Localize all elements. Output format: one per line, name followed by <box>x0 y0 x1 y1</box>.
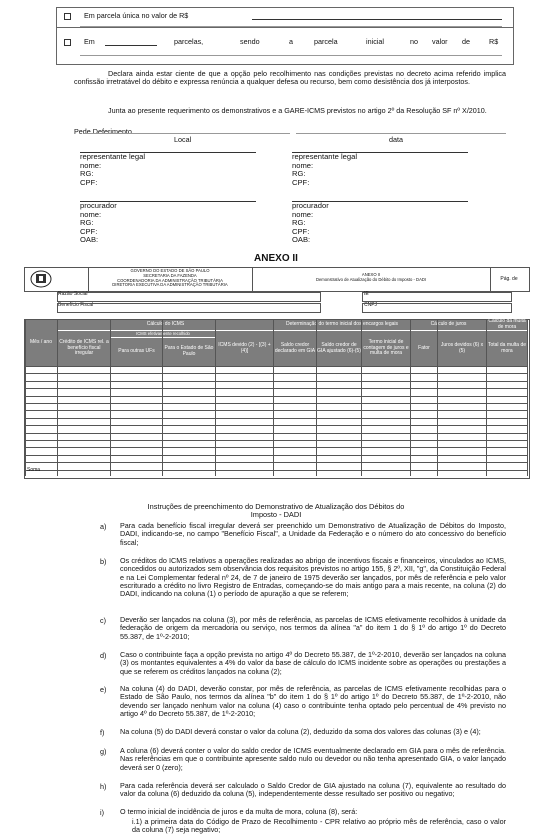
doc-line-1: ANEXO II <box>361 272 381 277</box>
instructions-title-line-2: Imposto - DADI <box>250 510 302 520</box>
proc-1-cpf: CPF: <box>80 226 98 236</box>
col-header-outras-ufs: Para outras UFs <box>111 338 162 366</box>
beneficio-fiscal-field[interactable] <box>57 303 321 313</box>
installments-label-parcela: parcela <box>314 37 338 46</box>
instruction-g: A coluna (6) deverá conter o valor do saldo credor de ICMS eventualmente declarado em GIA para o mês de referência. Nas referências em que o contribuinte apresente saldo nulo ou devedor ou não tenha apresentado GIA, o valor lançado deverá ser 0 (zero); <box>120 746 506 772</box>
razao-social-field[interactable] <box>57 292 321 302</box>
instructions-title <box>0 503 552 520</box>
instruction-d-letter: d) <box>100 651 107 660</box>
installments-label-em: Em <box>84 37 95 46</box>
sp-coat-of-arms-icon <box>29 270 53 288</box>
header-org <box>89 269 251 288</box>
rep-2-nome: nome: <box>292 160 314 170</box>
installments-label-valor: valor <box>432 37 448 46</box>
rep-1-cpf: CPF: <box>80 177 98 187</box>
cnpj-label: CNPJ <box>364 302 378 308</box>
local-line[interactable] <box>84 133 290 134</box>
instruction-i: O termo inicial de incidência de juros e da multa de mora, coluna (8), será: <box>120 807 358 816</box>
instruction-i1: i.1) a primeira data do Código de Prazo de Recolhimento - CPR relativo ao próprio mês de referência, caso o valor da coluna (7) seja negativo; <box>132 817 506 835</box>
proc-1-oab: OAB: <box>80 235 99 245</box>
instruction-a: Para cada benefício fiscal irregular deverá ser preenchido um Demonstrativo de Atualização de Débitos do Imposto, DADI, indicando-se, no campo "Benefício Fiscal", a Unidade da Federação e o número do ato concessivo do benefício fiscal; <box>120 521 506 547</box>
proc-2-title: procurador <box>292 201 329 210</box>
rep-2-title: representante legal <box>292 152 358 161</box>
razao-social-label: Razão Social <box>58 291 88 297</box>
rep-1-title: representante legal <box>80 152 146 161</box>
single-payment-amount-line[interactable] <box>252 19 502 20</box>
col-header-determinacao: Determinação do termo inicial dos encargos legais <box>274 320 410 330</box>
pede-deferimento: Pede Deferimento. <box>74 127 134 136</box>
installments-label-no: no <box>410 37 418 46</box>
annex-title: ANEXO II <box>254 253 298 264</box>
attachments-paragraph: Junta ao presente requerimento os demonstrativos e a GARE-ICMS previstos no artigo 2º da Resolução SF nº X/2010. <box>108 106 487 115</box>
col-header-sao-paulo: Para o Estado de São Paulo <box>163 338 215 366</box>
instruction-b: Os créditos do ICMS relativos a operações realizadas ao abrigo de incentivos fiscais e financeiros, vinculados ao ICMS, concedidos ou autorizados sem observância dos requisitos previstos no artigo 155, § 2º, XII, "g", da Constituição Federal e na Lei Complementar federal nº 24, de 7 de janeiro de 1975 deverão ser lançados, por mês de referência e pelo valor escriturado a crédito no livro Registro de Entradas, começando-se do mais antigo para a mais recente, na coluna (2) do DADI, indicando na coluna (1) o período de apuração a que se referem; <box>120 556 506 599</box>
col-header-calculo-icms: Cálculo do ICMS <box>58 320 273 330</box>
instruction-c-letter: c) <box>100 616 106 625</box>
page-label: Pág. de <box>500 276 518 282</box>
proc-1-title: procurador <box>80 201 117 210</box>
cnpj-field[interactable] <box>362 303 512 313</box>
proc-2-nome: nome: <box>292 209 314 219</box>
local-label: Local <box>174 135 192 144</box>
instruction-h-letter: h) <box>100 782 107 791</box>
instruction-f: Na coluna (5) do DADI deverá constar o valor da coluna (2), deduzido da soma dos valores das colunas (3) e (4); <box>120 727 481 736</box>
installments-amount-line[interactable] <box>80 55 502 56</box>
col-header-icms-recolhido: ICMS efetivamente recolhido <box>111 331 215 337</box>
declaration-paragraph: Declara ainda estar ciente de que a opção pelo recolhimento nas condições previstas no decreto acima referido implica confissão irretratável do débito e expressa renúncia a qualquer defesa ou recurso, bem como desistência dos já interpostos. <box>74 69 506 87</box>
instruction-i-letter: i) <box>100 808 104 817</box>
col-header-total-multa: Total da multa de mora <box>487 331 527 366</box>
rep-1-block <box>80 153 145 187</box>
proc-2-rg: RG: <box>292 218 306 228</box>
rep-1-rg: RG: <box>80 169 94 179</box>
instruction-e: Na coluna (4) do DADI, deverão constar, por mês de referência, as parcelas de ICMS efetivamente recolhidas para o Estado de São Paulo, nos termos da alínea "b" do item 1 do § 1º do artigo 1º do Decreto 55.387, de 1º-2-2010, não devendo ser lançado nenhum valor na coluna (4) caso o contribuinte tenha optado pelo percentual de 4% previsto no artigo 4º do Decreto 55.387, de 1º-2-2010; <box>120 684 506 718</box>
instruction-f-letter: f) <box>100 728 105 737</box>
ie-label: IE <box>364 291 369 297</box>
single-payment-label: Em parcela única no valor de R$ <box>84 11 189 20</box>
col-header-juros-devidos: Juros devidos (6) x (5) <box>438 331 486 366</box>
instruction-b-letter: b) <box>100 557 107 566</box>
col-header-saldo-declarado: Saldo credor declarado em GIA <box>274 331 316 366</box>
instruction-d: Caso o contribuinte faça a opção prevista no artigo 4º do Decreto 55.387, de 1º-2-2010, deverão ser lançados na coluna (3) os montantes equivalentes a 4% do valor da base de cálculo do ICMS incidente sobre as operações ou prestações a que se referem os créditos lançados na coluna (2); <box>120 650 506 676</box>
instruction-h: Para cada referência deverá ser calculado o Saldo Credor de GIA ajustado na coluna (7), equivalente ao resultado do valor da coluna (6) deduzido da coluna (5), independentemente desse resultado ser positivo ou negativo; <box>120 781 506 799</box>
proc-2-oab: OAB: <box>292 235 311 245</box>
rep-2-rg: RG: <box>292 169 306 179</box>
installments-label-parcelas: parcelas, <box>174 37 204 46</box>
installments-checkbox[interactable] <box>64 39 71 46</box>
instructions-title-line-1: Instruções de preenchimento do Demonstrativo de Atualização dos Débitos do <box>147 502 405 511</box>
date-line[interactable] <box>296 133 506 134</box>
col-header-fator: Fator <box>411 331 437 366</box>
col-header-termo-inicial: Termo inicial de contagem de juros e multa de mora <box>362 331 410 366</box>
proc-2-block <box>292 202 329 245</box>
col-header-icms-devido: ICMS devido (2) - [(3) + (4)] <box>216 331 273 366</box>
org-line-3: COORDENADORIA DA ADMINISTRAÇÃO TRIBUTÁRIA <box>117 277 223 283</box>
proc-1-rg: RG: <box>80 218 94 228</box>
installments-label-a: a <box>289 37 293 46</box>
installments-label-sendo: sendo <box>240 37 260 46</box>
rep-2-cpf: CPF: <box>292 177 310 187</box>
header-doc <box>253 273 489 283</box>
installments-count-line[interactable] <box>105 45 157 46</box>
col-header-calculo-juros: Cálculo de juros <box>411 320 486 330</box>
instruction-a-letter: a) <box>100 522 107 531</box>
installments-label-inicial: inicial <box>366 37 384 46</box>
installments-label-de: de <box>462 37 470 46</box>
col-header-calculo-multa: Cálculo da multa de mora <box>488 318 526 330</box>
instruction-g-letter: g) <box>100 747 107 756</box>
org-line-4: DIRETORIA EXECUTIVA DA ADMINISTRAÇÃO TRIBUTÁRIA <box>112 282 228 288</box>
rep-1-nome: nome: <box>80 160 102 170</box>
rep-2-block <box>292 153 357 187</box>
proc-2-cpf: CPF: <box>292 226 310 236</box>
org-line-1: GOVERNO DO ESTADO DE SÃO PAULO <box>130 268 210 273</box>
divider <box>57 27 513 28</box>
col-header-credito: Crédito de ICMS rel. a benefício fiscal irregular <box>58 331 110 366</box>
doc-line-2: Demonstrativo de Atualização do Débito do Imposto - DADI <box>315 276 427 282</box>
proc-1-nome: nome: <box>80 209 102 219</box>
single-payment-checkbox[interactable] <box>64 13 71 20</box>
col-header-mes-ano: Mês / ano <box>25 320 57 366</box>
beneficio-fiscal-label: Benefício Fiscal <box>58 302 94 308</box>
instruction-c: Deverão ser lançados na coluna (3), por mês de referência, as parcelas de ICMS efetivamente recolhidos à unidade da federação de origem da mercadoria ou serviço, nos termos da alínea "a" do item 1 do § 1º do artigo 1º do Decreto 55.387, de 1º-2-2010; <box>120 615 506 641</box>
instruction-e-letter: e) <box>100 685 107 694</box>
single-payment-amount-line-2 <box>80 26 502 27</box>
date-label: data <box>389 135 403 144</box>
installments-label-rs: R$ <box>489 37 499 46</box>
org-line-2: SECRETARIA DA FAZENDA <box>143 272 197 278</box>
soma-label: Soma <box>27 467 41 473</box>
ie-field[interactable] <box>362 292 512 302</box>
proc-1-block <box>80 202 117 245</box>
col-header-saldo-ajustado: Saldo credor de GIA ajustado (6)-(5) <box>317 331 361 366</box>
